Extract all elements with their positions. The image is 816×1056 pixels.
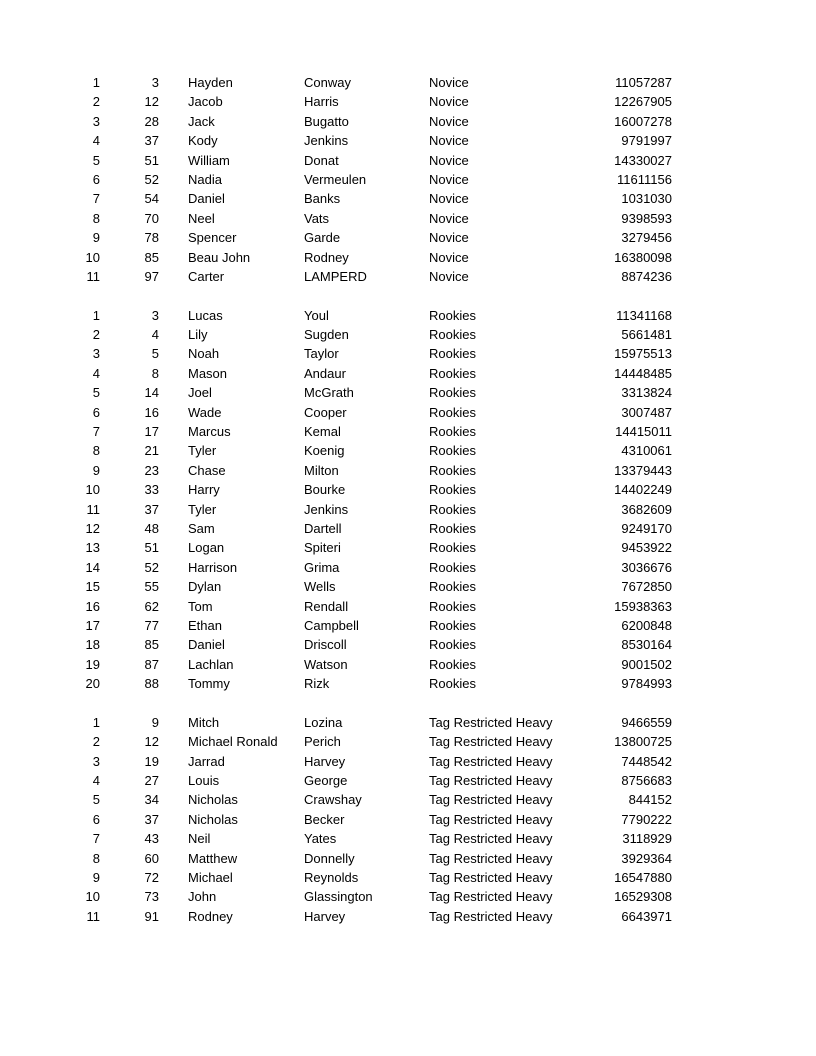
first-name-cell: Lachlan (188, 656, 234, 672)
position-cell: 17 (85, 617, 100, 633)
last-name-cell: Rodney (304, 249, 349, 265)
licence-number-cell: 7672850 (621, 579, 672, 595)
last-name-cell: Vermeulen (304, 171, 367, 187)
last-name-cell: Vats (304, 210, 330, 226)
first-name-cell: Kody (188, 133, 218, 149)
table-row (0, 248, 816, 267)
race-number-cell: 85 (144, 249, 159, 265)
licence-number-cell: 16007278 (614, 113, 672, 129)
table-row (0, 403, 816, 422)
race-number-cell: 91 (144, 908, 159, 924)
licence-number-cell: 1031030 (621, 191, 672, 207)
licence-number-cell: 4310061 (621, 443, 672, 459)
table-row (0, 209, 816, 228)
race-number-cell: 27 (144, 773, 159, 789)
results-sheet (0, 73, 816, 926)
race-number-cell: 21 (144, 443, 159, 459)
last-name-cell: George (304, 773, 348, 789)
class-cell: Novice (429, 210, 469, 226)
first-name-cell: Neel (188, 210, 215, 226)
table-row (0, 170, 816, 189)
position-cell: 8 (92, 443, 100, 459)
licence-number-cell: 8530164 (621, 637, 672, 653)
position-cell: 5 (92, 385, 100, 401)
position-cell: 3 (92, 753, 100, 769)
licence-number-cell: 6200848 (621, 617, 672, 633)
table-row (0, 344, 816, 363)
first-name-cell: Lucas (188, 307, 223, 323)
first-name-cell: Michael (188, 870, 233, 886)
results-section (0, 713, 816, 926)
licence-number-cell: 14415011 (615, 424, 672, 440)
licence-number-cell: 6643971 (621, 908, 672, 924)
table-row (0, 907, 816, 926)
position-cell: 7 (92, 831, 100, 847)
position-cell: 2 (92, 94, 100, 110)
position-cell: 1 (92, 714, 100, 730)
table-row (0, 228, 816, 247)
last-name-cell: McGrath (304, 385, 354, 401)
last-name-cell: Jenkins (304, 133, 349, 149)
table-row (0, 538, 816, 557)
race-number-cell: 28 (144, 113, 159, 129)
licence-number-cell: 3036676 (621, 559, 672, 575)
licence-number-cell: 13800725 (614, 734, 672, 750)
race-number-cell: 88 (144, 676, 159, 692)
first-name-cell: Wade (188, 404, 222, 420)
licence-number-cell: 8756683 (621, 773, 672, 789)
position-cell: 13 (85, 540, 100, 556)
class-cell: Novice (429, 171, 469, 187)
licence-number-cell: 14330027 (614, 152, 672, 168)
table-row (0, 73, 816, 92)
licence-number-cell: 3313824 (621, 385, 672, 401)
class-cell: Rookies (429, 365, 476, 381)
race-number-cell: 51 (144, 540, 159, 556)
first-name-cell: Mitch (188, 714, 220, 730)
position-cell: 18 (85, 637, 100, 653)
table-row (0, 597, 816, 616)
position-cell: 4 (92, 133, 100, 149)
class-cell: Rookies (429, 327, 476, 343)
race-number-cell: 4 (151, 327, 159, 343)
position-cell: 6 (92, 811, 100, 827)
race-number-cell: 17 (144, 424, 159, 440)
table-row (0, 461, 816, 480)
class-cell: Rookies (429, 482, 476, 498)
race-number-cell: 97 (144, 268, 159, 284)
position-cell: 11 (86, 501, 100, 517)
first-name-cell: Nadia (188, 171, 222, 187)
race-number-cell: 12 (144, 94, 159, 110)
race-number-cell: 33 (144, 482, 159, 498)
last-name-cell: Garde (304, 230, 341, 246)
licence-number-cell: 16529308 (614, 889, 672, 905)
first-name-cell: Chase (188, 462, 226, 478)
last-name-cell: Becker (304, 811, 345, 827)
last-name-cell: Dartell (304, 520, 342, 536)
class-cell: Tag Restricted Heavy (429, 870, 553, 886)
licence-number-cell: 8874236 (621, 268, 672, 284)
race-number-cell: 37 (144, 501, 159, 517)
table-row (0, 383, 816, 402)
position-cell: 4 (92, 773, 100, 789)
race-number-cell: 37 (144, 811, 159, 827)
table-row (0, 189, 816, 208)
last-name-cell: Conway (304, 75, 351, 90)
licence-number-cell: 9249170 (621, 520, 672, 536)
table-row (0, 151, 816, 170)
table-row (0, 655, 816, 674)
position-cell: 2 (92, 327, 100, 343)
last-name-cell: Harvey (304, 753, 346, 769)
class-cell: Novice (429, 268, 469, 284)
race-number-cell: 43 (144, 831, 159, 847)
first-name-cell: Ethan (188, 617, 222, 633)
last-name-cell: Spiteri (304, 540, 341, 556)
licence-number-cell: 15975513 (614, 346, 672, 362)
class-cell: Tag Restricted Heavy (429, 811, 553, 827)
last-name-cell: Grima (304, 559, 340, 575)
position-cell: 8 (92, 850, 100, 866)
licence-number-cell: 3682609 (621, 501, 672, 517)
class-cell: Rookies (429, 424, 476, 440)
licence-number-cell: 12267905 (614, 94, 672, 110)
position-cell: 6 (92, 171, 100, 187)
table-row (0, 771, 816, 790)
race-number-cell: 51 (144, 152, 159, 168)
class-cell: Rookies (429, 520, 476, 536)
table-row (0, 112, 816, 131)
table-row (0, 868, 816, 887)
licence-number-cell: 11341168 (616, 307, 672, 323)
licence-number-cell: 844152 (628, 792, 672, 808)
position-cell: 14 (85, 559, 100, 575)
race-number-cell: 12 (144, 734, 159, 750)
class-cell: Rookies (429, 385, 476, 401)
licence-number-cell: 9001502 (621, 656, 672, 672)
position-cell: 10 (85, 482, 100, 498)
last-name-cell: LAMPERD (304, 268, 367, 284)
last-name-cell: Watson (304, 656, 348, 672)
licence-number-cell: 3007487 (621, 404, 672, 420)
first-name-cell: Nicholas (188, 811, 238, 827)
first-name-cell: Nicholas (188, 792, 238, 808)
class-cell: Rookies (429, 637, 476, 653)
last-name-cell: Perich (304, 734, 341, 750)
first-name-cell: Hayden (188, 75, 233, 90)
class-cell: Rookies (429, 617, 476, 633)
last-name-cell: Milton (304, 462, 339, 478)
first-name-cell: Jacob (188, 94, 223, 110)
first-name-cell: Noah (188, 346, 220, 362)
race-number-cell: 52 (144, 171, 159, 187)
last-name-cell: Wells (304, 579, 336, 595)
position-cell: 11 (86, 268, 100, 284)
race-number-cell: 23 (144, 462, 159, 478)
last-name-cell: Lozina (304, 714, 343, 730)
first-name-cell: Lily (188, 327, 208, 343)
race-number-cell: 5 (151, 346, 159, 362)
licence-number-cell: 15938363 (614, 598, 672, 614)
first-name-cell: Jarrad (188, 753, 225, 769)
licence-number-cell: 13379443 (614, 462, 672, 478)
licence-number-cell: 9784993 (621, 676, 672, 692)
table-row (0, 674, 816, 693)
table-row (0, 810, 816, 829)
class-cell: Rookies (429, 598, 476, 614)
class-cell: Tag Restricted Heavy (429, 831, 553, 847)
table-row (0, 752, 816, 771)
race-number-cell: 62 (144, 598, 159, 614)
class-cell: Tag Restricted Heavy (429, 714, 553, 730)
class-cell: Rookies (429, 346, 476, 362)
table-row (0, 519, 816, 538)
race-number-cell: 77 (144, 617, 159, 633)
race-number-cell: 70 (144, 210, 159, 226)
table-row (0, 306, 816, 325)
class-cell: Rookies (429, 559, 476, 575)
licence-number-cell: 3118929 (622, 831, 672, 847)
table-row (0, 364, 816, 383)
race-number-cell: 54 (144, 191, 159, 207)
first-name-cell: Spencer (188, 230, 237, 246)
table-row (0, 732, 816, 751)
last-name-cell: Kemal (304, 424, 341, 440)
last-name-cell: Harvey (304, 908, 346, 924)
table-row (0, 829, 816, 848)
position-cell: 5 (92, 792, 100, 808)
table-row (0, 713, 816, 732)
last-name-cell: Banks (304, 191, 341, 207)
first-name-cell: Harrison (188, 559, 238, 575)
table-row (0, 131, 816, 150)
class-cell: Rookies (429, 404, 476, 420)
race-number-cell: 48 (144, 520, 159, 536)
first-name-cell: Sam (188, 520, 215, 536)
first-name-cell: Logan (188, 540, 225, 556)
first-name-cell: Dylan (188, 579, 222, 595)
first-name-cell: Tom (188, 598, 213, 614)
first-name-cell: Neil (188, 831, 211, 847)
class-cell: Tag Restricted Heavy (429, 773, 553, 789)
position-cell: 11 (86, 908, 100, 924)
last-name-cell: Driscoll (304, 637, 347, 653)
race-number-cell: 87 (144, 656, 159, 672)
position-cell: 19 (85, 656, 100, 672)
last-name-cell: Bugatto (304, 113, 349, 129)
position-cell: 7 (92, 424, 100, 440)
race-number-cell: 72 (144, 870, 159, 886)
licence-number-cell: 16380098 (614, 249, 672, 265)
class-cell: Novice (429, 191, 469, 207)
table-row (0, 849, 816, 868)
table-row (0, 577, 816, 596)
last-name-cell: Youl (304, 307, 329, 323)
race-number-cell: 85 (144, 637, 159, 653)
licence-number-cell: 14448485 (614, 365, 672, 381)
table-row (0, 480, 816, 499)
last-name-cell: Campbell (304, 617, 359, 633)
first-name-cell: Daniel (188, 191, 225, 207)
position-cell: 9 (92, 462, 100, 478)
last-name-cell: Yates (304, 831, 337, 847)
last-name-cell: Jenkins (304, 501, 349, 517)
race-number-cell: 8 (151, 365, 159, 381)
position-cell: 12 (85, 520, 100, 536)
class-cell: Rookies (429, 579, 476, 595)
position-cell: 4 (92, 365, 100, 381)
position-cell: 16 (85, 598, 100, 614)
first-name-cell: Rodney (188, 908, 233, 924)
table-row (0, 325, 816, 344)
last-name-cell: Donnelly (304, 850, 355, 866)
last-name-cell: Harris (304, 94, 339, 110)
licence-number-cell: 3929364 (621, 850, 672, 866)
table-row (0, 267, 816, 286)
last-name-cell: Rendall (304, 598, 349, 614)
position-cell: 1 (92, 307, 100, 323)
last-name-cell: Koenig (304, 443, 345, 459)
table-row (0, 441, 816, 460)
class-cell: Rookies (429, 501, 476, 517)
first-name-cell: Joel (188, 385, 212, 401)
table-row (0, 422, 816, 441)
table-row (0, 887, 816, 906)
class-cell: Novice (429, 230, 469, 246)
position-cell: 2 (92, 734, 100, 750)
licence-number-cell: 3279456 (621, 230, 672, 246)
first-name-cell: Daniel (188, 637, 225, 653)
first-name-cell: Beau John (188, 249, 251, 265)
table-row (0, 500, 816, 519)
last-name-cell: Reynolds (304, 870, 359, 886)
first-name-cell: Matthew (188, 850, 238, 866)
position-cell: 6 (92, 404, 100, 420)
race-number-cell: 19 (144, 753, 159, 769)
first-name-cell: Tommy (188, 676, 230, 692)
race-number-cell: 55 (144, 579, 159, 595)
last-name-cell: Bourke (304, 482, 346, 498)
race-number-cell: 3 (151, 307, 159, 323)
first-name-cell: Jack (188, 113, 215, 129)
results-section (0, 306, 816, 694)
race-number-cell: 9 (151, 714, 159, 730)
position-cell: 3 (92, 113, 100, 129)
table-row (0, 616, 816, 635)
race-number-cell: 52 (144, 559, 159, 575)
licence-number-cell: 16547880 (614, 870, 672, 886)
class-cell: Novice (429, 94, 469, 110)
class-cell: Tag Restricted Heavy (429, 850, 553, 866)
first-name-cell: Tyler (188, 501, 217, 517)
last-name-cell: Sugden (304, 327, 349, 343)
position-cell: 1 (92, 75, 100, 90)
position-cell: 3 (92, 346, 100, 362)
licence-number-cell: 9453922 (621, 540, 672, 556)
last-name-cell: Cooper (304, 404, 347, 420)
position-cell: 10 (85, 249, 100, 265)
position-cell: 8 (92, 210, 100, 226)
race-number-cell: 73 (144, 889, 159, 905)
first-name-cell: Tyler (188, 443, 217, 459)
race-number-cell: 3 (151, 75, 159, 90)
race-number-cell: 34 (144, 792, 159, 808)
class-cell: Tag Restricted Heavy (429, 734, 553, 750)
last-name-cell: Taylor (304, 346, 339, 362)
licence-number-cell: 5661481 (621, 327, 672, 343)
results-section (0, 73, 816, 286)
position-cell: 15 (85, 579, 100, 595)
first-name-cell: Mason (188, 365, 228, 381)
licence-number-cell: 7790222 (621, 811, 672, 827)
race-number-cell: 78 (144, 230, 159, 246)
first-name-cell: Louis (188, 773, 220, 789)
table-row (0, 558, 816, 577)
first-name-cell: Marcus (188, 424, 231, 440)
licence-number-cell: 7448542 (621, 753, 672, 769)
first-name-cell: John (188, 889, 217, 905)
race-number-cell: 14 (144, 385, 159, 401)
licence-number-cell: 9791997 (621, 133, 672, 149)
race-number-cell: 16 (144, 404, 159, 420)
class-cell: Rookies (429, 656, 476, 672)
class-cell: Tag Restricted Heavy (429, 889, 553, 905)
last-name-cell: Donat (304, 152, 339, 168)
position-cell: 5 (92, 152, 100, 168)
table-row (0, 92, 816, 111)
position-cell: 7 (92, 191, 100, 207)
table-row (0, 790, 816, 809)
class-cell: Rookies (429, 462, 476, 478)
licence-number-cell: 11611156 (617, 171, 672, 187)
position-cell: 20 (85, 676, 100, 692)
position-cell: 9 (92, 870, 100, 886)
licence-number-cell: 11057287 (615, 75, 672, 90)
class-cell: Novice (429, 249, 469, 265)
first-name-cell: Michael Ronald (188, 734, 278, 750)
class-cell: Novice (429, 133, 469, 149)
last-name-cell: Crawshay (304, 792, 362, 808)
table-row (0, 635, 816, 654)
class-cell: Novice (429, 113, 469, 129)
class-cell: Rookies (429, 307, 476, 323)
licence-number-cell: 14402249 (614, 482, 672, 498)
first-name-cell: Harry (188, 482, 220, 498)
class-cell: Rookies (429, 443, 476, 459)
last-name-cell: Glassington (304, 889, 373, 905)
position-cell: 9 (92, 230, 100, 246)
last-name-cell: Andaur (304, 365, 346, 381)
class-cell: Tag Restricted Heavy (429, 753, 553, 769)
class-cell: Rookies (429, 676, 476, 692)
position-cell: 10 (85, 889, 100, 905)
class-cell: Tag Restricted Heavy (429, 792, 553, 808)
class-cell: Novice (429, 75, 469, 90)
class-cell: Novice (429, 152, 469, 168)
first-name-cell: William (188, 152, 230, 168)
race-number-cell: 37 (144, 133, 159, 149)
licence-number-cell: 9398593 (621, 210, 672, 226)
licence-number-cell: 9466559 (621, 714, 672, 730)
class-cell: Tag Restricted Heavy (429, 908, 553, 924)
race-number-cell: 60 (144, 850, 159, 866)
class-cell: Rookies (429, 540, 476, 556)
first-name-cell: Carter (188, 268, 225, 284)
last-name-cell: Rizk (304, 676, 330, 692)
